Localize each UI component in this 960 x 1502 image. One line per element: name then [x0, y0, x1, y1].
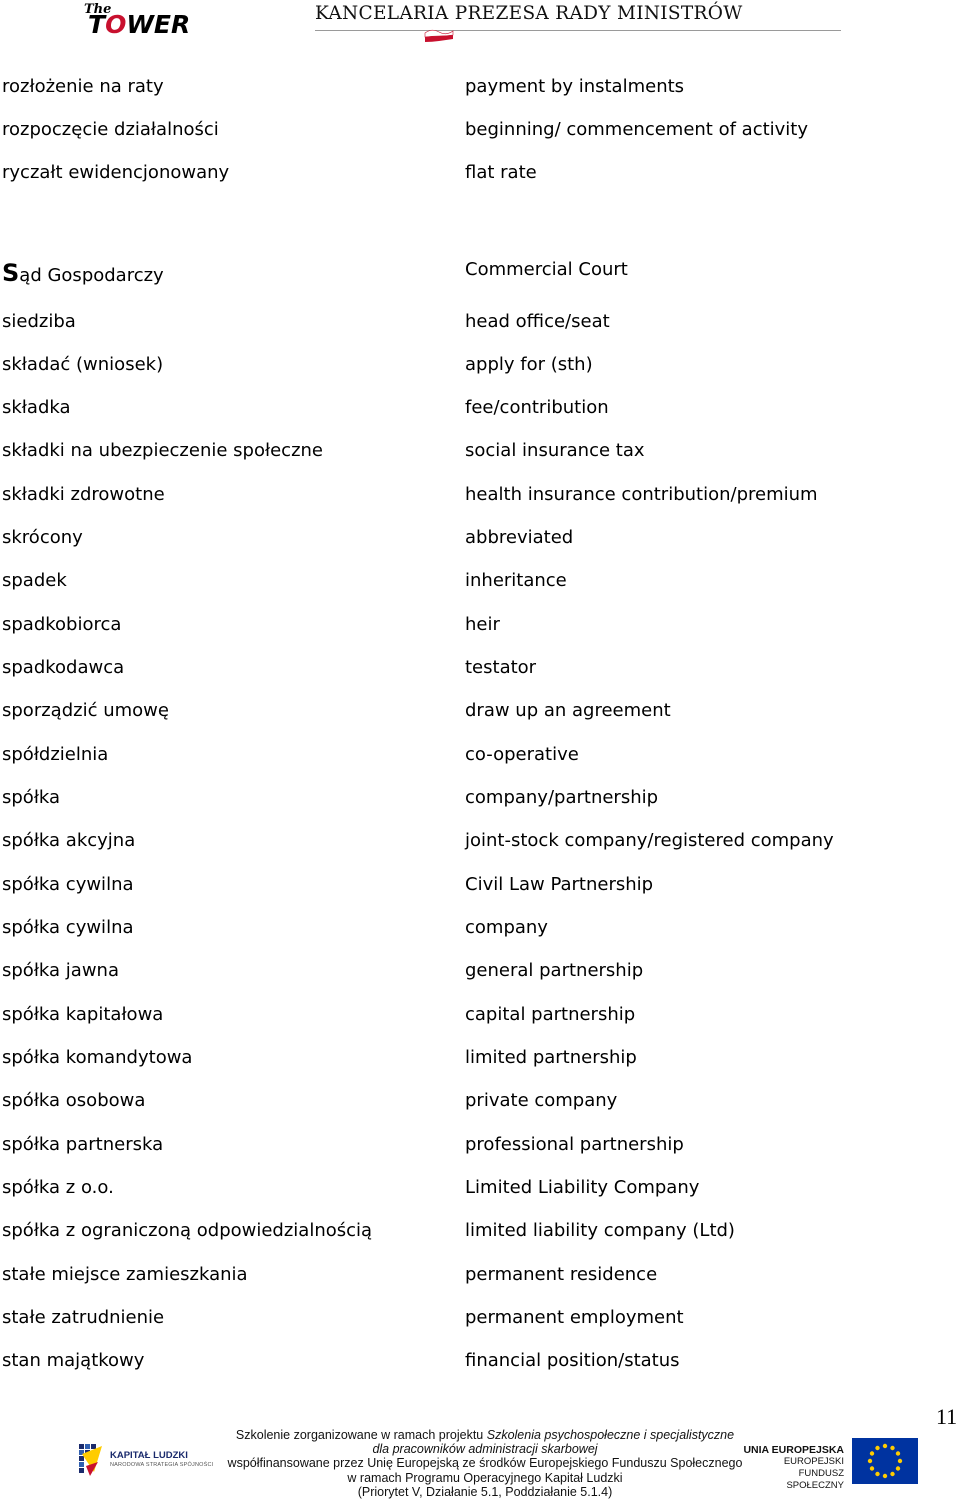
glossary-row — [0, 354, 960, 380]
glossary-row — [0, 744, 960, 770]
kapital-ludzki-logo — [76, 1440, 214, 1480]
english-term: professional partnership — [465, 1134, 684, 1155]
polish-term: składki na ubezpieczenie społeczne — [2, 440, 323, 461]
kapital-ludzki-title: KAPITAŁ LUDZKI — [110, 1450, 188, 1461]
glossary-row — [0, 787, 960, 813]
english-term: flat rate — [465, 162, 537, 183]
english-term: permanent residence — [465, 1264, 658, 1285]
polish-term: spółka cywilna — [2, 917, 134, 938]
polish-term: stałe zatrudnienie — [2, 1307, 165, 1328]
glossary-row — [0, 614, 960, 640]
page-number: 11 — [936, 1404, 958, 1429]
glossary-row — [0, 484, 960, 510]
polish-term: spółka osobowa — [2, 1090, 146, 1111]
footer-line-3: współfinansowane przez Unię Europejską ze środków Europejskiego Funduszu Społecznego — [227, 1456, 743, 1471]
english-term: abbreviated — [465, 527, 574, 548]
eu-fund-label — [742, 1444, 844, 1492]
polish-term: spadkodawca — [2, 657, 125, 678]
kapital-ludzki-subtitle: NARODOWA STRATEGIA SPÓJNOŚCI — [110, 1462, 214, 1468]
polish-term: składać (wniosek) — [2, 354, 164, 375]
polish-term: rozłożenie na raty — [2, 76, 164, 97]
polish-term: rozpoczęcie działalności — [2, 119, 219, 140]
tower-logo-word: TOWER — [88, 10, 191, 39]
english-term: Civil Law Partnership — [465, 874, 654, 895]
english-term: social insurance tax — [465, 440, 645, 461]
polish-term: stan majątkowy — [2, 1350, 145, 1371]
english-term: limited partnership — [465, 1047, 637, 1068]
english-term: limited liability company (Ltd) — [465, 1220, 735, 1241]
polish-term: spółka — [2, 787, 61, 808]
glossary-row — [0, 397, 960, 423]
kapital-ludzki-emblem-icon — [76, 1440, 108, 1480]
glossary-row — [0, 830, 960, 856]
eu-label-line-1: UNIA EUROPEJSKA — [743, 1444, 844, 1456]
english-term: permanent employment — [465, 1307, 684, 1328]
section-heading-row — [0, 259, 960, 291]
polish-term: stałe miejsce zamieszkania — [2, 1264, 248, 1285]
glossary-row — [0, 76, 960, 102]
polish-term: spółka cywilna — [2, 874, 134, 895]
kprm-title: KANCELARIA PREZESA RADY MINISTRÓW — [315, 3, 743, 24]
polish-term: spółka akcyjna — [2, 830, 136, 851]
page-header — [0, 0, 960, 60]
english-term: financial position/status — [465, 1350, 680, 1371]
polish-term: sporządzić umowę — [2, 700, 169, 721]
polish-term: spółka kapitałowa — [2, 1004, 164, 1025]
polish-term: ryczałt ewidencjonowany — [2, 162, 230, 183]
english-term: co-operative — [465, 744, 579, 765]
glossary-row — [0, 1177, 960, 1203]
footer-line-1: Szkolenie zorganizowane w ramach projektu Szkolenia psychospołeczne i specjalistyczne — [235, 1428, 735, 1442]
eu-flag-icon — [852, 1438, 918, 1484]
the-tower-logo — [84, 2, 214, 42]
polish-term: spółka z ograniczoną odpowiedzialnością — [2, 1220, 373, 1241]
eu-label-line-3: FUNDUSZ SPOŁECZNY — [786, 1468, 844, 1491]
glossary-row — [0, 1004, 960, 1030]
footer-funding-note — [200, 1428, 770, 1499]
glossary-row — [0, 874, 960, 900]
english-term: capital partnership — [465, 1004, 636, 1025]
section-heading-polish: Sąd Gospodarczy — [2, 259, 164, 287]
glossary-row — [0, 527, 960, 553]
polish-term: siedziba — [2, 311, 76, 332]
glossary-row — [0, 162, 960, 188]
english-term: company/partnership — [465, 787, 659, 808]
eu-label-line-2: EUROPEJSKI — [783, 1456, 844, 1467]
glossary-row — [0, 119, 960, 145]
english-term: company — [465, 917, 548, 938]
polish-term: spółka z o.o. — [2, 1177, 114, 1198]
glossary-row — [0, 700, 960, 726]
glossary-row — [0, 1220, 960, 1246]
english-term: draw up an agreement — [465, 700, 671, 721]
english-term: head office/seat — [465, 311, 610, 332]
glossary-row — [0, 960, 960, 986]
english-term: joint-stock company/registered company — [465, 830, 834, 851]
glossary-row — [0, 1264, 960, 1290]
footer-line-4: w ramach Programu Operacyjnego Kapitał Ludzki — [347, 1470, 623, 1485]
tower-logo-the: The — [84, 2, 112, 17]
polish-term: spółdzielnia — [2, 744, 109, 765]
polish-term: skrócony — [2, 527, 83, 548]
section-heading-english: Commercial Court — [465, 259, 628, 280]
english-term: payment by instalments — [465, 76, 685, 97]
english-term: private company — [465, 1090, 618, 1111]
polish-term: spadkobiorca — [2, 614, 122, 635]
english-term: general partnership — [465, 960, 644, 981]
polish-term: spółka komandytowa — [2, 1047, 193, 1068]
glossary-row — [0, 1090, 960, 1116]
glossary-row — [0, 1350, 960, 1376]
english-term: beginning/ commencement of activity — [465, 119, 809, 140]
english-term: inheritance — [465, 570, 567, 591]
glossary-row — [0, 1047, 960, 1073]
glossary-row — [0, 657, 960, 683]
english-term: apply for (sth) — [465, 354, 593, 375]
glossary-row — [0, 1134, 960, 1160]
header-divider — [315, 30, 841, 31]
english-term: fee/contribution — [465, 397, 609, 418]
english-term: heir — [465, 614, 500, 635]
polish-flag-icon — [424, 27, 454, 43]
polish-term: spadek — [2, 570, 67, 591]
glossary-row — [0, 570, 960, 596]
footer-line-5: (Priorytet V, Działanie 5.1, Poddziałanie 5.1.4) — [357, 1484, 613, 1499]
english-term: Limited Liability Company — [465, 1177, 700, 1198]
glossary-row — [0, 1307, 960, 1333]
polish-term: składka — [2, 397, 71, 418]
footer-line-2: dla pracowników administracji skarbowej — [372, 1442, 598, 1457]
english-term: health insurance contribution/premium — [465, 484, 818, 505]
glossary-row — [0, 440, 960, 466]
polish-term: składki zdrowotne — [2, 484, 165, 505]
polish-term: spółka partnerska — [2, 1134, 164, 1155]
glossary-row — [0, 311, 960, 337]
english-term: testator — [465, 657, 537, 678]
glossary-row — [0, 917, 960, 943]
polish-term: spółka jawna — [2, 960, 119, 981]
